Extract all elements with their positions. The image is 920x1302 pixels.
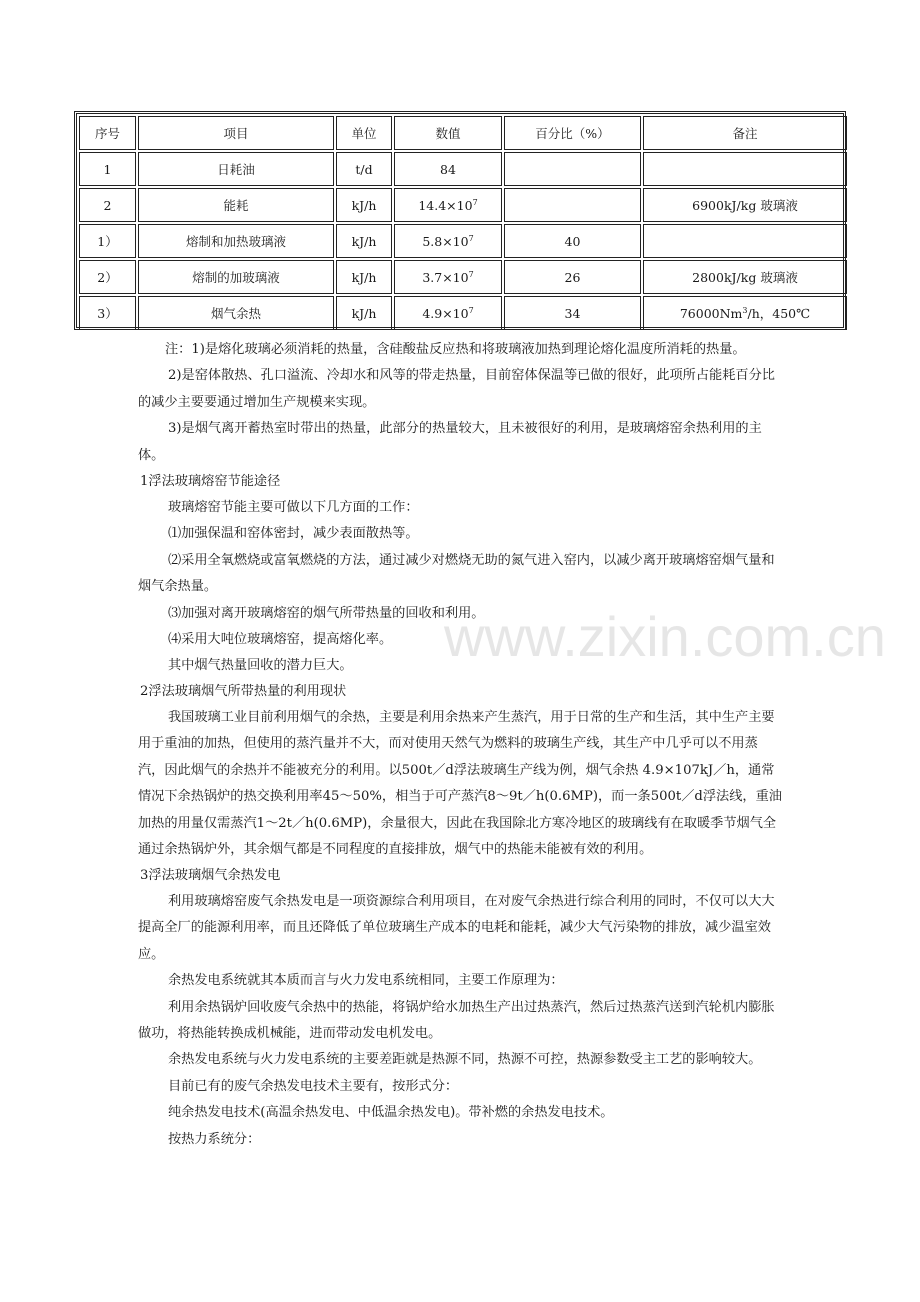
- cell-note: [643, 152, 847, 186]
- section-2-body: [138, 705, 784, 863]
- energy-table: [74, 111, 846, 330]
- table-header-row: [79, 116, 847, 150]
- value-exponent: 7: [472, 197, 478, 207]
- value-base: 14.4×10: [418, 197, 473, 213]
- cell-item: 日耗油: [138, 152, 334, 186]
- note-text: 2800kJ/kg 玻璃液: [692, 270, 798, 285]
- value-exponent: 7: [468, 269, 474, 279]
- header-cell: 数值: [394, 116, 502, 150]
- paragraph: 我国玻璃工业目前利用烟气的余热，主要是利用余热来产生蒸汽，用于日常的生产和生活，其中生产主要用于重油的加热，但使用的蒸汽量并不大，而对使用天然气为燃料的玻璃生产线，其生产中几乎可以不用蒸汽，因此烟气的余热并不能被充分的利用。以500t／d浮法玻璃生产线为例，烟气余热 4.9×107kJ／h，通常情况下余热锅炉的热交换利用率45～50%，相当于可产蒸汽8～9t／h(0.6MP)，而一条500t／d浮法线，重油加热的用量仅需蒸汽1～2t／h(0.6MP)，余量很大，因此在我国除北方寒冷地区的玻璃线有在取暖季节烟气全通过余热锅炉外，其余烟气都是不同程度的直接排放，烟气中的热能未能被有效的利用。: [138, 710, 782, 858]
- cell-unit: t/d: [336, 152, 392, 186]
- section-2: [140, 679, 786, 705]
- cell-unit: kJ/h: [336, 260, 392, 294]
- cell-value: [394, 260, 502, 294]
- header-cell: 单位: [336, 116, 392, 150]
- cell-unit: kJ/h: [336, 188, 392, 222]
- cell-item: 能耗: [138, 188, 334, 222]
- watermark: www.zixin.com.cn: [444, 605, 886, 668]
- list-item: ⑷采用大吨位玻璃熔窑，提高熔化率。: [168, 632, 393, 648]
- cell-value: [394, 188, 502, 222]
- list-item: ⑵采用全氧燃烧或富氧燃烧的方法，通过减少对燃烧无助的氮气进入窑内，以减少离开玻璃熔窑烟气量和烟气余热量。: [138, 552, 775, 595]
- value-exponent: 7: [468, 233, 474, 243]
- cell-unit: kJ/h: [336, 224, 392, 258]
- cell-note: [643, 224, 847, 258]
- section-3-body: [138, 889, 784, 1153]
- cell-note: [643, 260, 847, 294]
- body-text: [138, 337, 784, 469]
- cell-value: [394, 224, 502, 258]
- note-3: 3)是烟气离开蓄热室时带出的热量，此部分的热量较大，且未被很好的利用，是玻璃熔窑余热利用的主体。: [138, 421, 762, 463]
- section-1-body: [138, 495, 784, 680]
- note-sup: 3: [742, 306, 748, 315]
- header-cell: 序号: [79, 116, 136, 150]
- list-item: ⑶加强对离开玻璃熔窑的烟气所带热量的回收和利用。: [168, 605, 485, 621]
- cell-value: [394, 152, 502, 186]
- table-row: [79, 188, 847, 222]
- paragraph: 目前已有的废气余热发电技术主要有，按形式分：: [168, 1078, 459, 1094]
- section-1: [140, 469, 786, 495]
- table-row: [79, 152, 847, 186]
- cell-percent: 26: [504, 260, 641, 294]
- note-text: 6900kJ/kg 玻璃液: [692, 198, 798, 213]
- cell-value: [394, 296, 502, 330]
- section-heading: 3浮法玻璃烟气余热发电: [140, 868, 281, 883]
- paragraph: 其中烟气热量回收的潜力巨大。: [168, 658, 353, 674]
- note-text: 76000Nm: [679, 306, 743, 321]
- note-1: 注：1)是熔化玻璃必须消耗的热量，含硅酸盐反应热和将玻璃液加热到理论熔化温度所消耗的热量。: [165, 342, 746, 357]
- header-cell: 备注: [643, 116, 847, 150]
- cell-unit: kJ/h: [336, 296, 392, 330]
- value-base: 4.9×10: [422, 305, 469, 321]
- paragraph: 利用余热锅炉回收废气余热中的热能，将锅炉给水加热生产出过热蒸汽，然后过热蒸汽送到汽轮机内膨胀做功，将热能转换成机械能，进而带动发电机发电。: [138, 999, 775, 1042]
- cell-percent: [504, 152, 641, 186]
- header-cell: 项目: [138, 116, 334, 150]
- cell-note: [643, 188, 847, 222]
- cell-no: 2: [79, 188, 136, 222]
- cell-no: 3）: [79, 296, 136, 330]
- cell-percent: [504, 188, 641, 222]
- value-base: 5.8×10: [422, 233, 469, 249]
- paragraph: 玻璃熔窑节能主要可做以下几方面的工作：: [168, 500, 419, 515]
- paragraph: 按热力系统分：: [168, 1131, 261, 1147]
- cell-percent: 40: [504, 224, 641, 258]
- paragraph: 纯余热发电技术(高温余热发电、中低温余热发电)。带补燃的余热发电技术。: [168, 1105, 614, 1121]
- header-cell: 百分比（%）: [504, 116, 641, 150]
- note-tail: /h，450℃: [747, 306, 811, 321]
- energy-table-grid: [77, 114, 849, 332]
- paragraph: 利用玻璃熔窑废气余热发电是一项资源综合利用项目，在对废气余热进行综合利用的同时，不仅可以大大提高全厂的能源利用率，而且还降低了单位玻璃生产成本的电耗和能耗，减少大气污染物的排放，减少温室效应。: [138, 894, 775, 962]
- value-base: 3.7×10: [422, 269, 469, 285]
- cell-percent: 34: [504, 296, 641, 330]
- value-exponent: 7: [468, 305, 474, 315]
- cell-note: [643, 296, 847, 330]
- cell-item: 熔制的加玻璃液: [138, 260, 334, 294]
- section-heading: 2浮法玻璃烟气所带热量的利用现状: [140, 684, 347, 699]
- section-3: [140, 863, 786, 889]
- cell-item: 熔制和加热玻璃液: [138, 224, 334, 258]
- cell-no: 2）: [79, 260, 136, 294]
- paragraph: 余热发电系统与火力发电系统的主要差距就是热源不同，热源不可控，热源参数受主工艺的影响较大。: [168, 1052, 762, 1068]
- section-heading: 1浮法玻璃熔窑节能途径: [140, 474, 281, 489]
- list-item: ⑴加强保温和窑体密封，减少表面散热等。: [168, 526, 419, 542]
- table-row: [79, 224, 847, 258]
- note-2: 2)是窑体散热、孔口溢流、冷却水和风等的带走热量，目前窑体保温等已做的很好，此项所占能耗百分比的减少主要要通过增加生产规模来实现。: [138, 368, 775, 410]
- value-base: 84: [440, 161, 456, 177]
- cell-no: 1: [79, 152, 136, 186]
- table-row: [79, 260, 847, 294]
- cell-no: 1）: [79, 224, 136, 258]
- cell-item: 烟气余热: [138, 296, 334, 330]
- table-row: [79, 296, 847, 330]
- paragraph: 余热发电系统就其本质而言与火力发电系统相同，主要工作原理为：: [168, 973, 564, 989]
